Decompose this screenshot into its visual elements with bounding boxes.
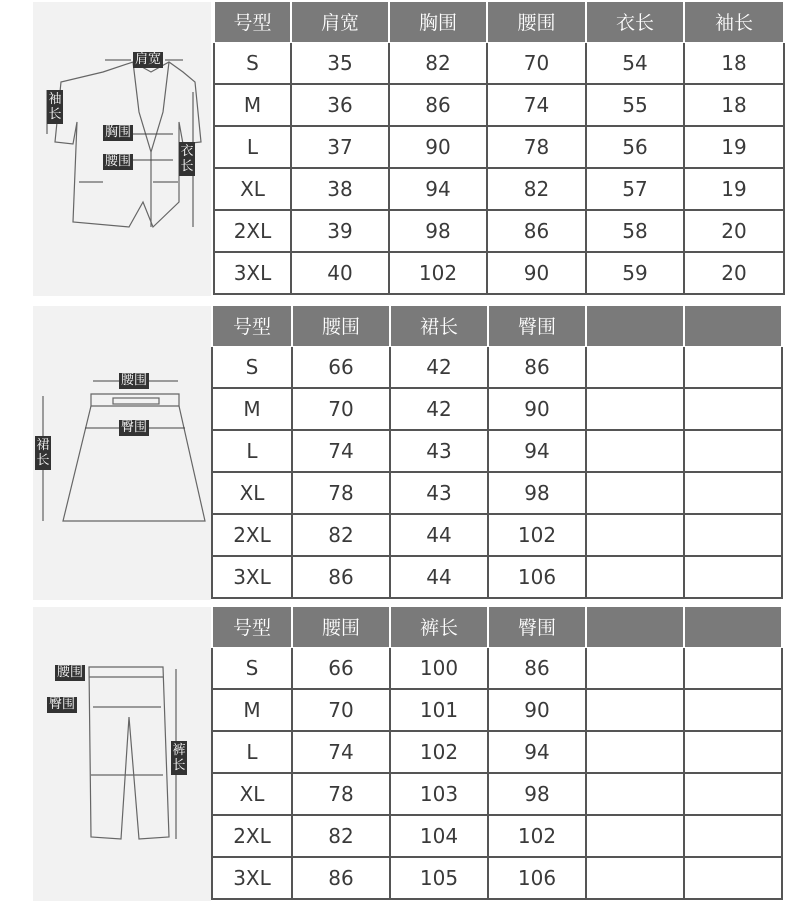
table-cell xyxy=(586,731,684,773)
table-cell: 82 xyxy=(292,514,390,556)
table-row xyxy=(214,84,784,126)
table-row xyxy=(212,346,782,388)
table-cell: S xyxy=(212,346,292,388)
skirt-size-section xyxy=(33,306,785,600)
table-cell: 82 xyxy=(389,42,487,84)
label-waist: 腰围 xyxy=(57,665,84,680)
table-cell: 36 xyxy=(291,84,389,126)
table-cell: 74 xyxy=(487,84,586,126)
table-row xyxy=(214,42,784,84)
table-cell xyxy=(684,773,782,815)
label-shoulder: 肩宽 xyxy=(135,52,162,67)
table-row xyxy=(214,168,784,210)
table-cell xyxy=(586,346,684,388)
table-cell: 94 xyxy=(488,430,586,472)
table-cell: 90 xyxy=(488,388,586,430)
table-cell: 86 xyxy=(292,857,390,899)
table-cell: 98 xyxy=(488,472,586,514)
table-cell: 3XL xyxy=(212,857,292,899)
table-cell: 94 xyxy=(488,731,586,773)
table-cell: 103 xyxy=(390,773,488,815)
table-cell xyxy=(684,647,782,689)
table-cell: 3XL xyxy=(212,556,292,598)
header-cell: 腰围 xyxy=(292,607,390,647)
table-cell: 102 xyxy=(488,815,586,857)
header-cell xyxy=(586,607,684,647)
table-row xyxy=(212,430,782,472)
table-cell: 43 xyxy=(390,430,488,472)
table-cell xyxy=(684,815,782,857)
header-cell: 衣长 xyxy=(586,2,684,42)
table-cell: 86 xyxy=(488,346,586,388)
table-cell: 2XL xyxy=(212,514,292,556)
table-cell xyxy=(684,731,782,773)
table-cell: L xyxy=(214,126,291,168)
table-cell: 42 xyxy=(390,346,488,388)
table-cell xyxy=(684,689,782,731)
table-cell: 98 xyxy=(389,210,487,252)
header-cell: 裤长 xyxy=(390,607,488,647)
top-size-table xyxy=(213,2,785,295)
table-header-row xyxy=(212,607,782,647)
table-cell xyxy=(684,514,782,556)
table-cell: 90 xyxy=(488,689,586,731)
table-row xyxy=(212,472,782,514)
table-cell: 56 xyxy=(586,126,684,168)
table-cell: 59 xyxy=(586,252,684,294)
header-cell: 腰围 xyxy=(292,306,390,346)
table-cell: 100 xyxy=(390,647,488,689)
table-cell: 86 xyxy=(389,84,487,126)
table-cell: 86 xyxy=(292,556,390,598)
table-cell: 101 xyxy=(390,689,488,731)
table-cell: M xyxy=(212,388,292,430)
table-cell xyxy=(586,857,684,899)
table-cell xyxy=(586,430,684,472)
skirt-illustration xyxy=(33,306,211,600)
table-cell: 106 xyxy=(488,556,586,598)
table-row xyxy=(214,210,784,252)
table-cell: 20 xyxy=(684,252,784,294)
table-row xyxy=(212,388,782,430)
table-cell: 54 xyxy=(586,42,684,84)
table-cell: 70 xyxy=(487,42,586,84)
table-cell xyxy=(684,430,782,472)
table-row xyxy=(214,252,784,294)
table-header-row xyxy=(214,2,784,42)
label-waist: 腰围 xyxy=(105,154,132,169)
table-cell xyxy=(684,346,782,388)
header-cell: 胸围 xyxy=(389,2,487,42)
table-cell: 58 xyxy=(586,210,684,252)
table-cell: 2XL xyxy=(212,815,292,857)
table-cell: 104 xyxy=(390,815,488,857)
table-cell xyxy=(586,388,684,430)
skirt-drawing xyxy=(33,306,211,600)
label-chest: 胸围 xyxy=(105,125,132,140)
table-cell xyxy=(684,388,782,430)
table-cell: XL xyxy=(214,168,291,210)
table-cell xyxy=(586,689,684,731)
table-cell: 74 xyxy=(292,430,390,472)
header-cell: 腰围 xyxy=(487,2,586,42)
label-length: 衣长 xyxy=(180,144,194,174)
table-cell xyxy=(684,857,782,899)
header-cell xyxy=(684,306,782,346)
table-cell: 44 xyxy=(390,556,488,598)
table-row xyxy=(214,126,784,168)
table-cell: 90 xyxy=(487,252,586,294)
table-cell: 78 xyxy=(292,472,390,514)
header-cell: 号型 xyxy=(212,306,292,346)
table-cell: M xyxy=(214,84,291,126)
label-hip: 臀围 xyxy=(49,697,76,712)
table-cell: 57 xyxy=(586,168,684,210)
table-cell: 98 xyxy=(488,773,586,815)
table-cell xyxy=(684,472,782,514)
table-cell: XL xyxy=(212,773,292,815)
label-hip: 臀围 xyxy=(121,420,148,435)
table-cell: 39 xyxy=(291,210,389,252)
table-cell: 18 xyxy=(684,84,784,126)
label-sleeve: 袖长 xyxy=(48,92,62,122)
table-cell: 66 xyxy=(292,346,390,388)
jacket-illustration xyxy=(33,2,211,296)
table-row xyxy=(212,731,782,773)
table-cell: 38 xyxy=(291,168,389,210)
table-cell: L xyxy=(212,430,292,472)
label-waist: 腰围 xyxy=(121,373,148,388)
table-cell xyxy=(586,773,684,815)
table-cell: L xyxy=(212,731,292,773)
header-cell xyxy=(684,607,782,647)
label-length: 裤长 xyxy=(172,743,186,773)
table-row xyxy=(212,556,782,598)
table-cell: 3XL xyxy=(214,252,291,294)
header-cell: 号型 xyxy=(214,2,291,42)
table-cell: 86 xyxy=(488,647,586,689)
table-row xyxy=(212,647,782,689)
table-cell: 94 xyxy=(389,168,487,210)
table-cell: 20 xyxy=(684,210,784,252)
pants-size-table xyxy=(211,607,783,900)
table-cell: 2XL xyxy=(214,210,291,252)
table-cell: 44 xyxy=(390,514,488,556)
table-cell xyxy=(684,556,782,598)
table-cell: S xyxy=(214,42,291,84)
table-cell: 70 xyxy=(292,689,390,731)
header-cell: 袖长 xyxy=(684,2,784,42)
table-header-row xyxy=(212,306,782,346)
header-cell xyxy=(586,306,684,346)
table-cell: 86 xyxy=(487,210,586,252)
table-cell: 82 xyxy=(292,815,390,857)
top-size-section xyxy=(33,2,785,296)
table-cell: 78 xyxy=(292,773,390,815)
header-cell: 肩宽 xyxy=(291,2,389,42)
table-cell: 37 xyxy=(291,126,389,168)
table-cell xyxy=(586,514,684,556)
header-cell: 臀围 xyxy=(488,306,586,346)
table-row xyxy=(212,773,782,815)
table-cell: 78 xyxy=(487,126,586,168)
table-cell: 40 xyxy=(291,252,389,294)
pants-illustration xyxy=(33,607,211,901)
table-cell: S xyxy=(212,647,292,689)
skirt-size-table xyxy=(211,306,783,599)
table-cell: 43 xyxy=(390,472,488,514)
table-row xyxy=(212,514,782,556)
table-cell xyxy=(586,556,684,598)
table-row xyxy=(212,857,782,899)
table-cell: 74 xyxy=(292,731,390,773)
table-cell: 90 xyxy=(389,126,487,168)
table-row xyxy=(212,689,782,731)
table-cell: 66 xyxy=(292,647,390,689)
table-cell: XL xyxy=(212,472,292,514)
table-cell: 105 xyxy=(390,857,488,899)
table-cell: 18 xyxy=(684,42,784,84)
table-cell: 82 xyxy=(487,168,586,210)
table-cell xyxy=(586,647,684,689)
table-cell: 102 xyxy=(389,252,487,294)
table-cell: 102 xyxy=(390,731,488,773)
table-cell: 42 xyxy=(390,388,488,430)
table-cell: 70 xyxy=(292,388,390,430)
table-cell: 106 xyxy=(488,857,586,899)
table-cell: 55 xyxy=(586,84,684,126)
table-cell: 19 xyxy=(684,168,784,210)
table-cell: M xyxy=(212,689,292,731)
table-cell: 102 xyxy=(488,514,586,556)
table-cell xyxy=(586,815,684,857)
label-length: 裙长 xyxy=(36,438,50,468)
table-cell: 35 xyxy=(291,42,389,84)
pants-size-section xyxy=(33,607,785,901)
header-cell: 臀围 xyxy=(488,607,586,647)
table-cell xyxy=(586,472,684,514)
table-cell: 19 xyxy=(684,126,784,168)
header-cell: 号型 xyxy=(212,607,292,647)
header-cell: 裙长 xyxy=(390,306,488,346)
table-row xyxy=(212,815,782,857)
